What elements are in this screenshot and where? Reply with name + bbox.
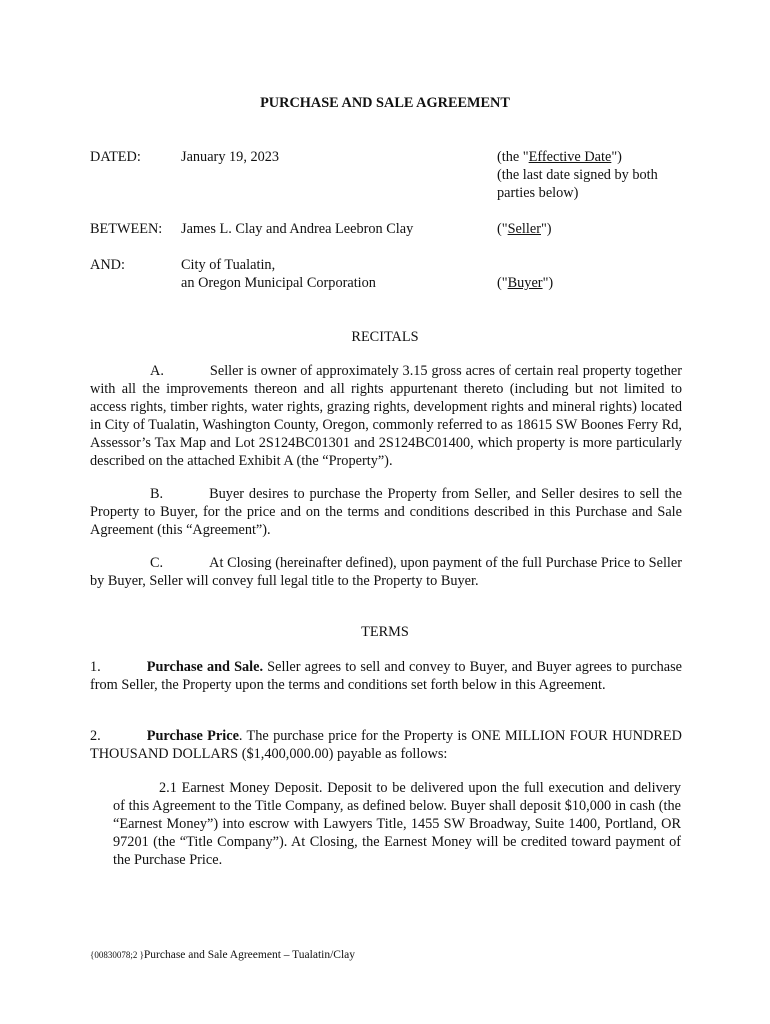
between-label: BETWEEN: [90,221,163,237]
note-prefix: (" [497,275,508,291]
section-2-number: 2. [90,728,101,744]
recitals-heading: RECITALS [351,329,419,345]
dated-label: DATED: [90,149,141,165]
document-title: PURCHASE AND SALE AGREEMENT [260,95,510,111]
effective-date-note-line3: parties below) [497,185,579,201]
note-suffix: ") [542,275,554,291]
recital-a-marker: A. [150,363,164,379]
recital-b-text: Buyer desires to purchase the Property from Seller, and Seller desires to sell the Property to Buyer, for the price and on the terms and conditions described in this Purchase and Sale Agreement (this “Agreement”). [90,486,682,538]
recital-b-marker: B. [150,486,164,502]
buyer-name-line1: City of Tualatin, [181,257,276,273]
buyer-term: Buyer [507,275,543,291]
effective-date-note [497,148,622,166]
document-code: {00830078;2 } [90,950,144,960]
section-2-title: Purchase Price [146,728,239,744]
buyer-name-line2: an Oregon Municipal Corporation [181,275,376,291]
recital-c-text: At Closing (hereinafter defined), upon payment of the full Purchase Price to Seller by Buyer, Seller will convey full legal title to the Property to Buyer. [90,555,682,589]
page-footer [90,946,355,964]
note-prefix: (" [497,221,508,237]
section-2-text: . The purchase price for the Property is ONE MILLION FOUR HUNDRED THOUSAND DOLLARS ($1,400,000.00) payable as follows: [90,728,682,762]
section-1 [90,658,682,694]
seller-note [497,220,552,238]
recital-c [90,554,682,590]
section-2-1 [113,779,681,869]
section-1-number: 1. [90,659,101,675]
section-1-title: Purchase and Sale. [146,659,264,675]
recital-a-text: Seller is owner of approximately 3.15 gross acres of certain real property together with all the improvements thereon and all rights appurtenant thereto (including but not limited to access rights, timber rights, water rights, grazing rights, development rights and mineral rights) located in City of Tualatin, Washington County, Oregon, commonly referred to as 18615 SW Boones Ferry Rd, Assessor’s Tax Map and Lot 2S124BC01301 and 2S124BC01400, which property is more particularly described on the attached Exhibit A (the “Property”). [90,363,682,469]
buyer-note [497,274,553,292]
seller-term: Seller [507,221,541,237]
note-prefix: (the " [497,149,529,165]
dated-value: January 19, 2023 [181,149,280,165]
section-2-1-text: 2.1 Earnest Money Deposit. Deposit to be delivered upon the full execution and delivery of this Agreement to the Title Company, as defined below. Buyer shall deposit $10,000 in cash (the “Earnest Money”) into escrow with Lawyers Title, 1455 SW Broadway, Suite 1400, Portland, OR 97201 (the “Title Company”). At Closing, the Earnest Money will be credited toward payment of the Purchase Price. [113,780,681,868]
recital-c-marker: C. [150,555,164,571]
footer-text: Purchase and Sale Agreement – Tualatin/Clay [143,949,356,961]
note-suffix: ") [611,149,622,165]
terms-heading: TERMS [361,624,409,640]
section-1-text: Seller agrees to sell and convey to Buyer, and Buyer agrees to purchase from Seller, the Property upon the terms and conditions set forth below in this Agreement. [90,659,683,693]
recital-a [90,362,682,470]
effective-date-note-line2: (the last date signed by both [497,167,658,183]
recital-b [90,485,682,539]
section-2 [90,727,682,763]
effective-date-term: Effective Date [528,149,612,165]
note-suffix: ") [540,221,552,237]
seller-names: James L. Clay and Andrea Leebron Clay [181,221,414,237]
and-label: AND: [90,257,125,273]
